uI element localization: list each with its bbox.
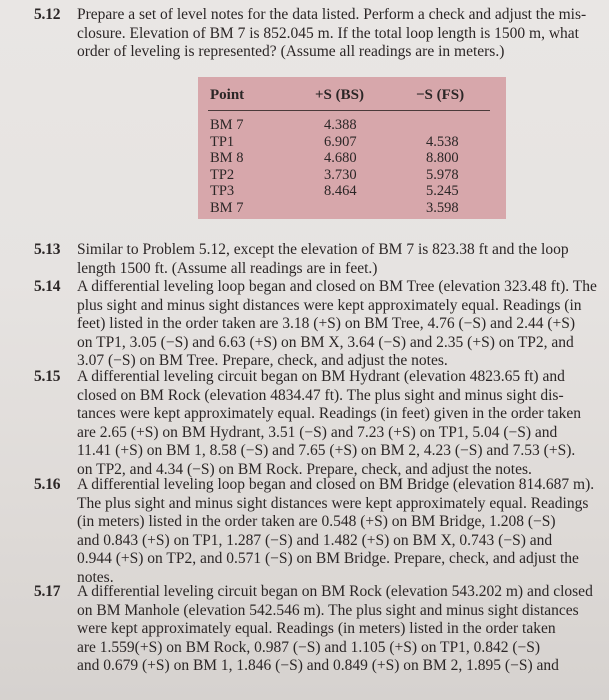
text-line: A differential leveling loop began and closed on BM Tree (elevation 323.48 ft). The [77, 278, 597, 295]
cell-backsight: 8.464 [324, 183, 357, 200]
problem-number: 5.15 [34, 368, 61, 385]
cell-point: BM 8 [210, 150, 244, 167]
text-line: 3.07 (−S) on BM Tree. Prepare, check, and adjust the notes. [77, 352, 448, 370]
text-line: closed on BM Rock (elevation 4834.47 ft). The plus sight and minus sight dis- [77, 386, 564, 404]
problem-number: 5.14 [34, 278, 61, 295]
table-row [198, 200, 506, 217]
cell-foresight: 8.800 [426, 150, 459, 167]
text-line: length 1500 ft. (Assume all readings are in feet.) [77, 259, 378, 277]
problem-text [77, 583, 595, 676]
cell-backsight: 3.730 [324, 166, 357, 183]
text-line: on BM Manhole (elevation 542.546 m). The plus sight and minus sight distances [77, 601, 579, 619]
problem-number: 5.16 [34, 476, 61, 493]
table-row [198, 183, 506, 200]
text-line: and 0.679 (+S) on BM 1, 1.846 (−S) and 0.849 (+S) on BM 2, 1.895 (−S) and [77, 657, 559, 675]
problem-text [77, 241, 595, 278]
header-foresight: −S (FS) [416, 87, 465, 103]
cell-foresight: 5.978 [426, 166, 459, 183]
cell-foresight: 3.598 [426, 199, 459, 216]
table-row [198, 134, 506, 151]
text-line: and 0.843 (+S) on TP1, 1.287 (−S) and 1.482 (+S) on BM X, 0.743 (−S) and [77, 531, 553, 549]
text-line: tances were kept approximately equal. Readings (in feet) given in the order taken [77, 405, 581, 423]
text-line: feet) listed in the order taken are 3.18 (+S) on BM Tree, 4.76 (−S) and 2.44 (+S) [77, 315, 576, 333]
text-line: (in meters) listed in the order taken are 0.548 (+S) on BM Bridge, 1.208 (−S) [77, 513, 556, 531]
table-body [198, 117, 506, 217]
text-line: A differential leveling loop began and closed on BM Bridge (elevation 814.687 m). [77, 476, 595, 493]
text-line: order of leveling is represented? (Assume all readings are in meters.) [77, 43, 505, 61]
header-backsight: +S (BS) [315, 87, 364, 103]
text-line: Prepare a set of level notes for the data listed. Perform a check and adjust the mis- [77, 6, 587, 23]
text-line: A differential leveling circuit began on BM Hydrant (elevation 4823.65 ft) and [77, 368, 565, 385]
cell-foresight: 5.245 [426, 183, 459, 200]
problem-number: 5.12 [34, 6, 61, 23]
text-line: 11.41 (+S) on BM 1, 8.58 (−S) and 7.65 (+S) on BM 2, 4.23 (−S) and 7.53 (+S). [77, 442, 576, 460]
header-rule [208, 110, 490, 111]
text-line: A differential leveling circuit began on BM Rock (elevation 543.202 m) and closed [77, 583, 593, 600]
text-line: closure. Elevation of BM 7 is 852.045 m. If the total loop length is 1500 m, what [77, 24, 579, 42]
text-line: are 2.65 (+S) on BM Hydrant, 3.51 (−S) and 7.23 (+S) on TP1, 5.04 (−S) and [77, 423, 558, 441]
text-line: The plus sight and minus sight distances were kept approximately equal. Readings [77, 494, 589, 512]
cell-point: TP1 [210, 133, 235, 150]
text-line: 0.944 (+S) on TP2, and 0.571 (−S) on BM Bridge. Prepare, check, and adjust the [77, 550, 579, 568]
problem-number: 5.13 [34, 241, 61, 258]
cell-foresight: 4.538 [426, 133, 459, 150]
cell-backsight: 4.388 [324, 117, 357, 133]
problem-text [77, 278, 595, 371]
text-line: on TP1, 3.05 (−S) and 6.63 (+S) on BM X, 3.64 (−S) and 2.35 (+S) on TP2, and [77, 333, 574, 351]
problem-number: 5.17 [34, 583, 61, 600]
text-line: notes. [77, 568, 114, 586]
level-data-table [198, 77, 506, 219]
table-row [198, 117, 506, 134]
problem-text [77, 6, 595, 62]
cell-point: TP2 [210, 166, 235, 183]
text-line: were kept approximately equal. Readings (in meters) listed in the order taken [77, 620, 556, 638]
text-line: plus sight and minus sight distances were kept approximately equal. Readings (in [77, 296, 582, 314]
cell-point: BM 7 [210, 117, 244, 133]
text-line: are 1.559(+S) on BM Rock, 0.987 (−S) and 1.105 (+S) on TP1, 0.842 (−S) [77, 638, 541, 656]
table-row [198, 150, 506, 167]
cell-point: BM 7 [210, 199, 244, 216]
cell-backsight: 4.680 [324, 150, 357, 167]
text-line: on TP2, and 4.34 (−S) on BM Rock. Prepare, check, and adjust the notes. [77, 460, 532, 478]
problem-text [77, 368, 595, 480]
cell-point: TP3 [210, 183, 235, 200]
text-line: Similar to Problem 5.12, except the elevation of BM 7 is 823.38 ft and the loop [77, 241, 569, 258]
cell-backsight: 6.907 [324, 133, 357, 150]
table-row [198, 167, 506, 184]
header-point: Point [210, 87, 245, 103]
problem-text [77, 476, 595, 588]
